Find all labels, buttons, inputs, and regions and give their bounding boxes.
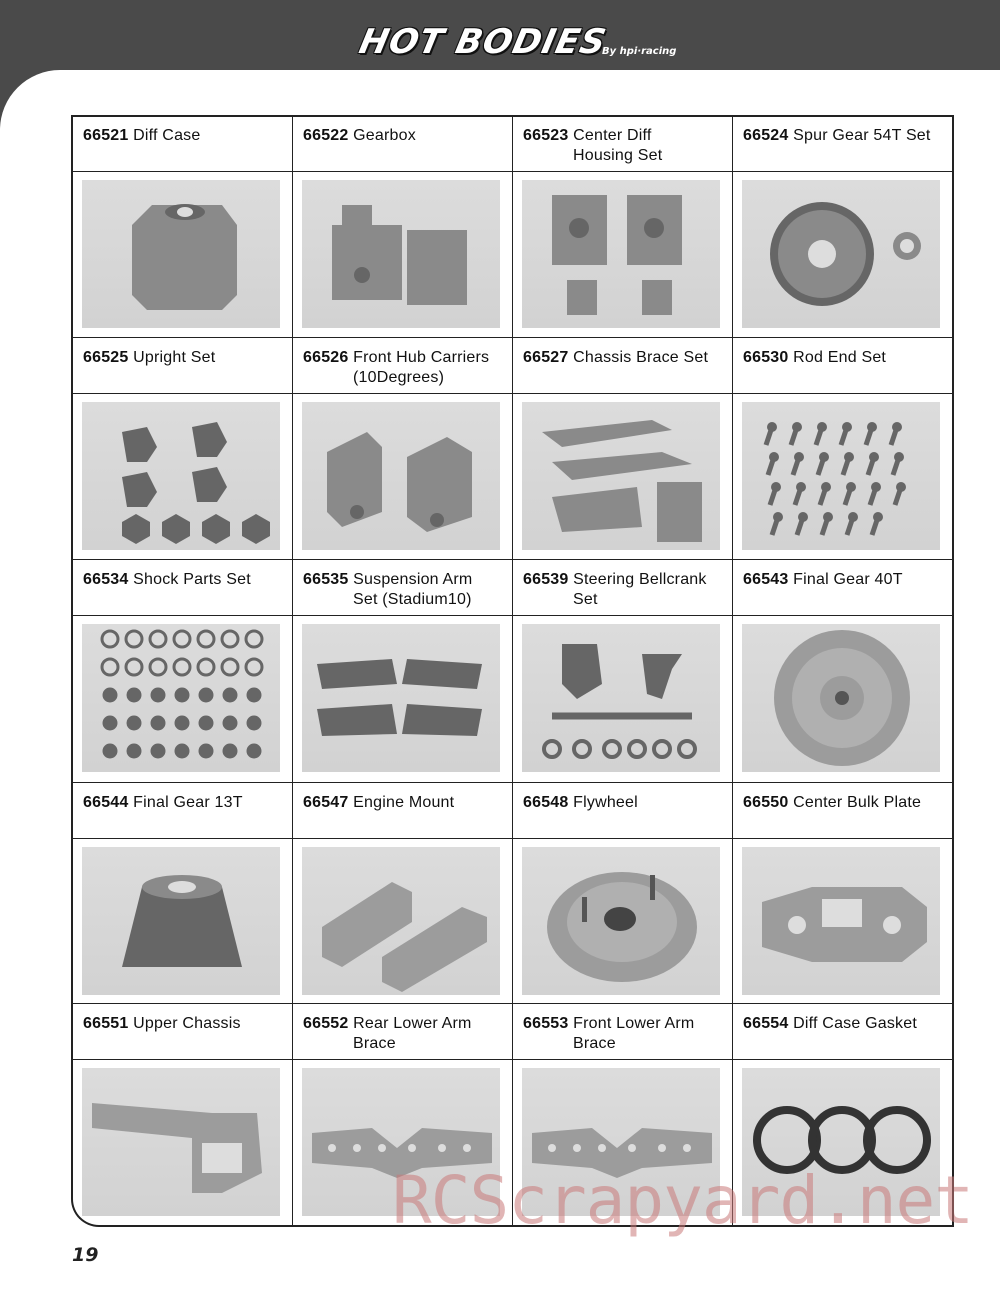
part-name: Flywheel: [573, 794, 638, 811]
logo-text: HOT BODIES: [355, 22, 611, 62]
part-number: 66539: [523, 571, 569, 588]
part-name: Rod End Set: [793, 349, 887, 366]
part-name-continued: Brace: [353, 1035, 396, 1052]
part-label: [303, 570, 507, 610]
part-number: 66523: [523, 127, 569, 144]
part-number: 66552: [303, 1015, 349, 1032]
part-label: [83, 126, 287, 146]
logo-subtext: By hpi·racing: [602, 46, 677, 57]
part-label: [743, 570, 947, 590]
diff-case-icon: [82, 180, 280, 328]
part-label: [523, 793, 727, 813]
part-name: Center Diff: [573, 127, 652, 144]
upright-set-icon: [82, 402, 280, 550]
part-photo: [742, 624, 940, 772]
final-gear-13t-icon: [82, 847, 280, 995]
part-photo: [522, 180, 720, 328]
part-label: [83, 793, 287, 813]
part-name: Rear Lower Arm: [353, 1015, 472, 1032]
hub-carrier-icon: [302, 402, 500, 550]
bellcrank-icon: [522, 624, 720, 772]
part-photo: [522, 402, 720, 550]
part-label: [523, 570, 727, 610]
part-photo: [82, 402, 280, 550]
part-name: Suspension Arm: [353, 571, 473, 588]
part-number: 66548: [523, 794, 569, 811]
part-name-continued: Set (Stadium10): [353, 591, 472, 608]
part-label: [303, 1014, 507, 1054]
grid-column-divider: [292, 115, 293, 1227]
part-number: 66547: [303, 794, 349, 811]
page-number: 19: [72, 1244, 99, 1266]
flywheel-icon: [522, 847, 720, 995]
part-photo: [82, 847, 280, 995]
part-photo: [82, 1068, 280, 1216]
part-photo: [82, 180, 280, 328]
part-name: Final Gear 13T: [133, 794, 243, 811]
part-number: 66534: [83, 571, 129, 588]
part-name: Final Gear 40T: [793, 571, 903, 588]
part-label: [303, 126, 507, 146]
part-name: Shock Parts Set: [133, 571, 251, 588]
part-name: Center Bulk Plate: [793, 794, 922, 811]
part-name: Gearbox: [353, 127, 416, 144]
part-label: [303, 348, 507, 388]
part-photo: [742, 180, 940, 328]
engine-mount-icon: [302, 847, 500, 995]
part-name: Front Hub Carriers: [353, 349, 490, 366]
part-photo: [302, 402, 500, 550]
part-name: Front Lower Arm: [573, 1015, 695, 1032]
part-name: Diff Case Gasket: [793, 1015, 917, 1032]
part-label: [743, 793, 947, 813]
part-photo: [522, 624, 720, 772]
center-diff-housing-icon: [522, 180, 720, 328]
part-photo: [82, 624, 280, 772]
part-number: 66543: [743, 571, 789, 588]
rod-end-icon: [742, 402, 940, 550]
spur-gear-icon: [742, 180, 940, 328]
part-label: [743, 1014, 947, 1034]
watermark: RCScrapyard.net: [392, 1162, 974, 1239]
part-number: 66522: [303, 127, 349, 144]
gearbox-icon: [302, 180, 500, 328]
part-name: Spur Gear 54T Set: [793, 127, 931, 144]
part-name-continued: Set: [573, 591, 598, 608]
brand-logo: [336, 14, 677, 66]
part-label: [83, 1014, 287, 1034]
part-number: 66525: [83, 349, 129, 366]
part-name-continued: Housing Set: [573, 147, 663, 164]
part-number: 66551: [83, 1015, 129, 1032]
part-label: [743, 126, 947, 146]
grid-column-divider: [512, 115, 513, 1227]
part-photo: [302, 180, 500, 328]
part-number: 66527: [523, 349, 569, 366]
grid-column-divider: [952, 115, 954, 1227]
part-number: 66521: [83, 127, 129, 144]
part-number: 66544: [83, 794, 129, 811]
shock-parts-icon: [82, 624, 280, 772]
suspension-arm-icon: [302, 624, 500, 772]
part-label: [83, 348, 287, 368]
part-name: Upper Chassis: [133, 1015, 241, 1032]
part-name: Engine Mount: [353, 794, 455, 811]
part-name: Steering Bellcrank: [573, 571, 707, 588]
part-label: [303, 793, 507, 813]
part-number: 66554: [743, 1015, 789, 1032]
part-photo: [742, 402, 940, 550]
part-label: [523, 1014, 727, 1054]
part-photo: [302, 624, 500, 772]
part-label: [523, 126, 727, 166]
part-name: Upright Set: [133, 349, 216, 366]
part-number: 66553: [523, 1015, 569, 1032]
part-name: Diff Case: [133, 127, 201, 144]
part-name: Chassis Brace Set: [573, 349, 709, 366]
bulk-plate-icon: [742, 847, 940, 995]
part-label: [523, 348, 727, 368]
part-name-continued: (10Degrees): [353, 369, 445, 386]
final-gear-40t-icon: [742, 624, 940, 772]
part-label: [83, 570, 287, 590]
part-number: 66535: [303, 571, 349, 588]
part-photo: [742, 847, 940, 995]
part-photo: [522, 847, 720, 995]
part-number: 66526: [303, 349, 349, 366]
grid-column-divider: [732, 115, 733, 1227]
part-number: 66550: [743, 794, 789, 811]
upper-chassis-icon: [82, 1068, 280, 1216]
part-name-continued: Brace: [573, 1035, 616, 1052]
part-photo: [302, 847, 500, 995]
part-label: [743, 348, 947, 368]
part-number: 66530: [743, 349, 789, 366]
part-number: 66524: [743, 127, 789, 144]
chassis-brace-icon: [522, 402, 720, 550]
